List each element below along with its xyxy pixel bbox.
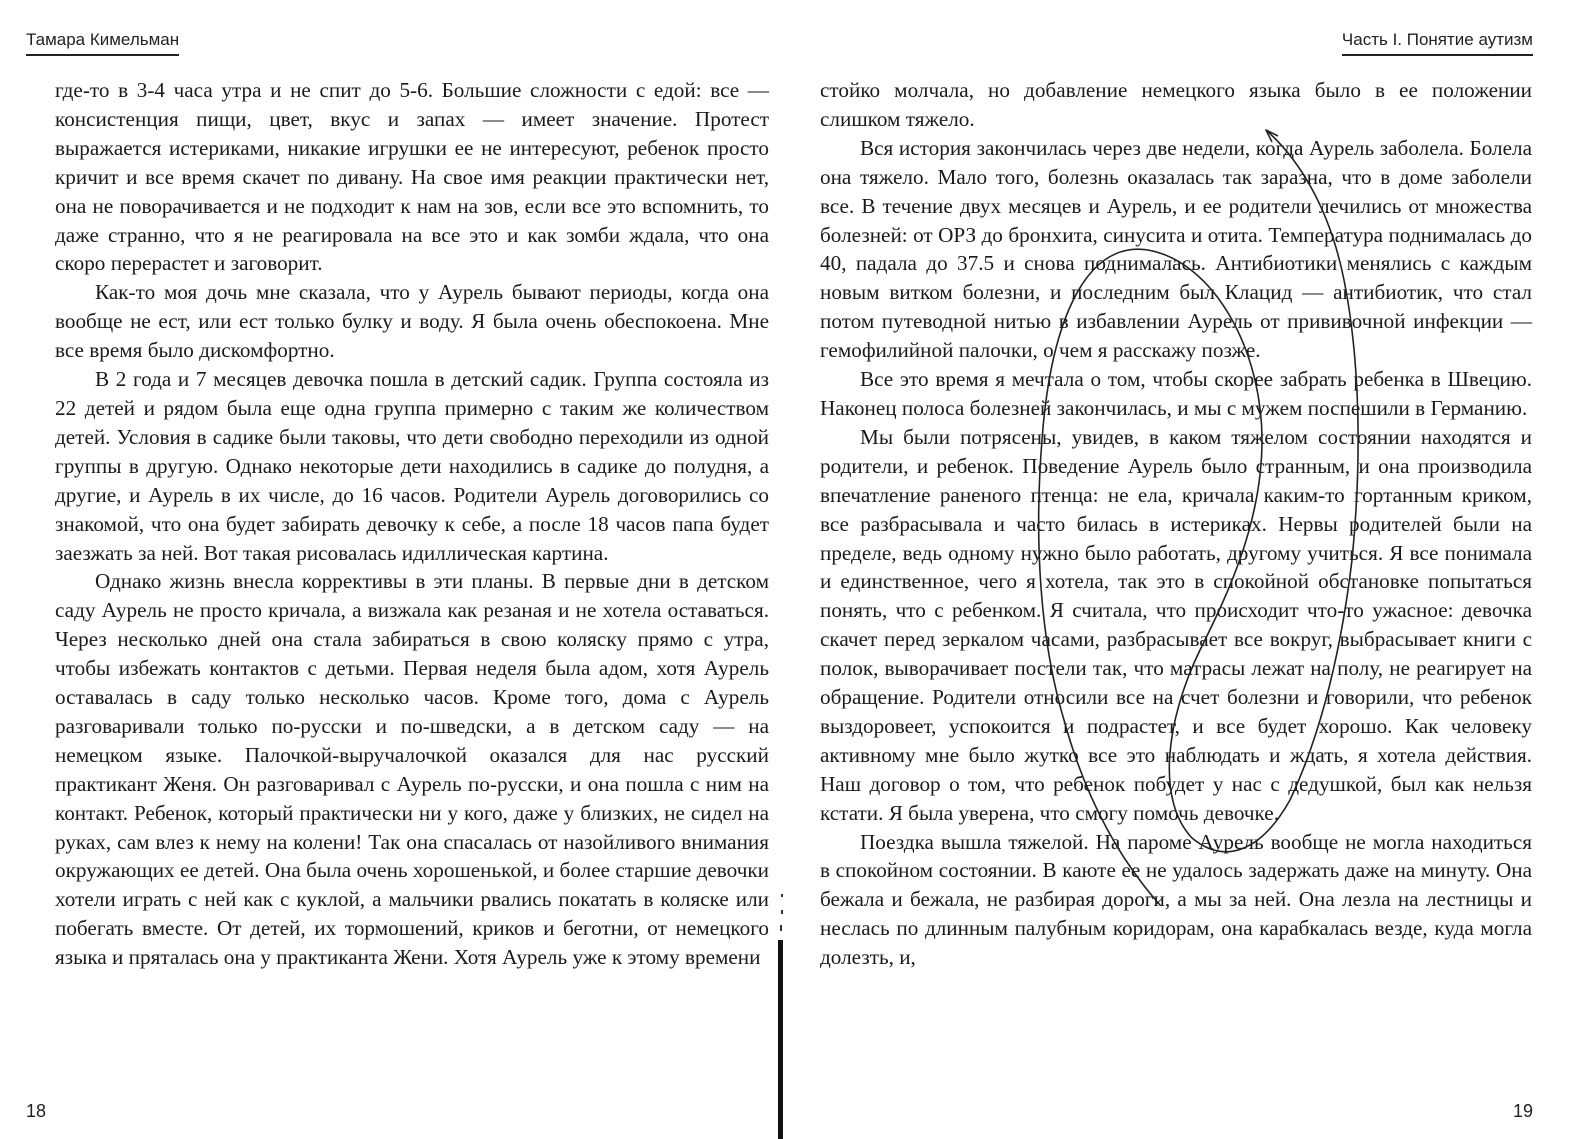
paragraph: Мы были потрясены, увидев, в каком тяжелом состоянии находятся и родители, и ребенок. Поведение Аурель было странным, и она производила впечатление раненого птенца: не ела, кричала каким-то гортанным криком, все разбрасывала и часто билась в истериках. Нервы родителей были на пределе, ведь одному нужно было работать, другому учиться. Я все понимала и единственное, чего я хотела, так это в спокойной обстановке попытаться понять, что с ребенком. Я считала, что происходит что-то ужасное: девочка скачет перед зеркалом часами, разбрасывает все вокруг, выбрасывает книги с полок, выворачивает постели так, что матрасы лежат на полу, не реагирует на обращение. Родители относили все на счет болезни и говорили, что ребенок выздоровеет, успокоится и подрастет, и все будет хорошо. Как человеку активному мне было жутко все это наблюдать и ждать, я хотела действия. Наш договор о том, что ребенок побудет у нас с дедушкой, был как нельзя кстати. Я была уверена, что смогу помочь девочке. xyxy=(820,424,1532,825)
page-number-right: 19 xyxy=(1512,1101,1533,1121)
paragraph: В 2 года и 7 месяцев девочка пошла в детский садик. Группа состояла из 22 детей и рядом была еще одна группа примерно с таким же количеством детей. Условия в садике были таковы, что дети свободно переходили из одной группы в другую. Однако некоторые дети находились в садике до полудня, а другие, и Аурель в их числе, до 16 часов. Родители Аурель договорились со знакомой, что она будет забирать девочку к себе, а после 18 часов папа будет заезжать за ней. Вот такая рисовалась идиллическая картина. xyxy=(55,367,769,565)
right-page-body xyxy=(820,76,1532,972)
page-number-left: 18 xyxy=(26,1101,47,1121)
paragraph: где-то в 3-4 часа утра и не спит до 5-6. Большие сложности с едой: все — консистенция пищи, цвет, вкус и запах — имеет значение. Протест выражается истериками, никакие игрушки ее не интересуют, ребенок просто кричит и все время скачет по дивану. На свое имя реакции практически нет, она не поворачивается и не подходит к нам на зов, если все это вспомнить, то даже странно, что я не реагировала на все это и как зомби ждала, что она скоро перерастет и заговорит. xyxy=(55,78,769,276)
paragraph: Все это время я мечтала о том, чтобы скорее забрать ребенка в Швецию. Наконец полоса болезней закончилась, и мы с мужем поспешили в Германию. xyxy=(820,367,1532,420)
right-page xyxy=(790,0,1575,1139)
left-page-body xyxy=(55,76,769,972)
running-head-chapter: Часть I. Понятие аутизм xyxy=(1342,30,1533,56)
paragraph: Однако жизнь внесла коррективы в эти планы. В первые дни в детском саду Аурель не просто кричала, а визжала как резаная и не хотела оставаться. Через несколько дней она стала забираться в свою коляску прямо с утра, чтобы избежать контактов с детьми. Первая неделя была адом, хотя Аурель оставалась в саду только несколько часов. Кроме того, дома с Аурель разговаривали только по-русски и по-шведски, а в детском саду — на немецком языке. Палочкой-выручалочкой оказался для нас русский практикант Женя. Он разговаривал с Аурель по-русски, и она пошла с ним на контакт. Ребенок, который практически ни у кого, даже у близких, не сидел на руках, сам влез к нему на колени! Так она спасалась от назойливого внимания окружающих ее детей. Она была очень хорошенькой, и более старшие девочки хотели играть с ней как с куклой, а мальчики рвались покатать в коляске или побегать вместе. От детей, их тормошений, криков и беготни, от немецкого языка и пряталась она у практиканта Жени. Хотя Аурель уже к этому времени xyxy=(55,569,769,970)
paragraph: Как-то моя дочь мне сказала, что у Аурель бывают периоды, когда она вообще не ест, или ест только булку и воду. Я была очень обеспокоена. Мне все время было дискомфортно. xyxy=(55,280,769,363)
running-head-author: Тамара Кимельман xyxy=(26,30,179,56)
binding-gutter xyxy=(775,880,785,1139)
paragraph: Поездка вышла тяжелой. На пароме Аурель вообще не могла находиться в спокойном состоянии. В каюте ее не удалось задержать даже на минуту. Она бежала и бежала, не разбирая дороги, а мы за ней. Она лезла на лестницы и неслась по длинным палубным коридорам, она карабкалась везде, куда могла долезть, и, xyxy=(820,829,1532,970)
paragraph: Вся история закончилась через две недели, когда Аурель заболела. Болела она тяжело. Мало того, болезнь оказалась так заразна, что в доме заболели все. В течение двух месяцев и Аурель, и ее родители лечились от множества болезней: от ОРЗ до бронхита, синусита и отита. Температура поднималась до 40, падала до 37.5 и снова поднималась. Антибиотики менялись с каждым новым витком болезни, и последним был Клацид — антибиотик, что стал потом путеводной нитью в избавлении Аурель от прививочной инфекции — гемофилийной палочки, о чем я расскажу позже. xyxy=(820,135,1532,363)
paragraph: стойко молчала, но добавление немецкого языка было в ее положении слишком тяжело. xyxy=(820,78,1532,131)
